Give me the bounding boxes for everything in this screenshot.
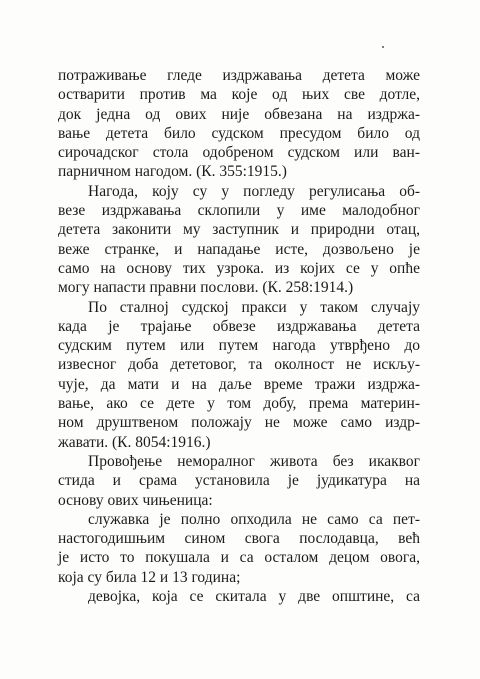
text-line: веже странке, и нападање исте, дозвољено је xyxy=(58,240,420,258)
text-line: чује, да мати и на даље време тражи издржа- xyxy=(58,375,420,393)
text-line: када је трајање обвезе издржавања детета xyxy=(58,317,420,335)
text-line: ном друштвеном положају не може само издр- xyxy=(58,414,420,432)
text-line: основу ових чињеница: xyxy=(58,491,213,509)
paragraph xyxy=(58,510,420,587)
text-line: вање, ако се дете у том добу, према материн- xyxy=(58,395,420,413)
paragraph xyxy=(58,452,420,510)
text-line: могу напасти правни послови. (К. 258:1914.) xyxy=(58,279,354,297)
text-line: жавати. (К. 8054:1916.) xyxy=(58,433,211,451)
text-line: служавка је полно опходила не само са пет- xyxy=(88,510,420,528)
text-line: парничном нагодом. (К. 355:1915.) xyxy=(58,163,287,181)
text-line: везе издржавања склопили у име малодобног xyxy=(58,202,420,220)
paragraph xyxy=(58,66,420,182)
text-line: која су била 12 и 13 година; xyxy=(58,568,241,586)
text-line: вање детета било судском пресудом било од xyxy=(58,124,420,142)
paragraph xyxy=(58,298,420,452)
paragraph xyxy=(58,182,420,298)
text-line: остварити против ма које од њих све дотле, xyxy=(58,86,420,104)
body-text xyxy=(58,66,420,606)
text-line: Провођење неморалног живота без икаквог xyxy=(88,452,420,470)
text-line: судским путем или путем нагода утврђено до xyxy=(58,337,420,355)
text-line: По сталној судској пракси у таком случају xyxy=(88,298,420,316)
text-line: само на основу тих узрока. из којих се у опће xyxy=(58,259,420,277)
text-line: потраживање гледе издржавања детета може xyxy=(58,67,420,84)
text-line: настогодишњим сином свога послодавца, већ xyxy=(58,530,420,548)
text-line: сирочадског стола одобреном судском или ван- xyxy=(58,144,420,162)
text-line: девојка, која се скитала у две општине, са xyxy=(88,588,420,606)
text-line: детета законити му заступник и природни отац, xyxy=(58,221,420,239)
text-line: стида и срама установила је јудикатура на xyxy=(58,472,420,490)
paragraph xyxy=(58,587,420,606)
text-line: је исто то покушала и са осталом децом овога, xyxy=(58,549,420,567)
text-line: извесног доба дететовог, та околност не искљу- xyxy=(58,356,420,374)
text-line: Нагода, коју су у погледу регулисања об- xyxy=(88,182,420,200)
paper-speck xyxy=(382,46,384,48)
text-line: док једна од ових није обвезана на издржа- xyxy=(58,105,420,123)
